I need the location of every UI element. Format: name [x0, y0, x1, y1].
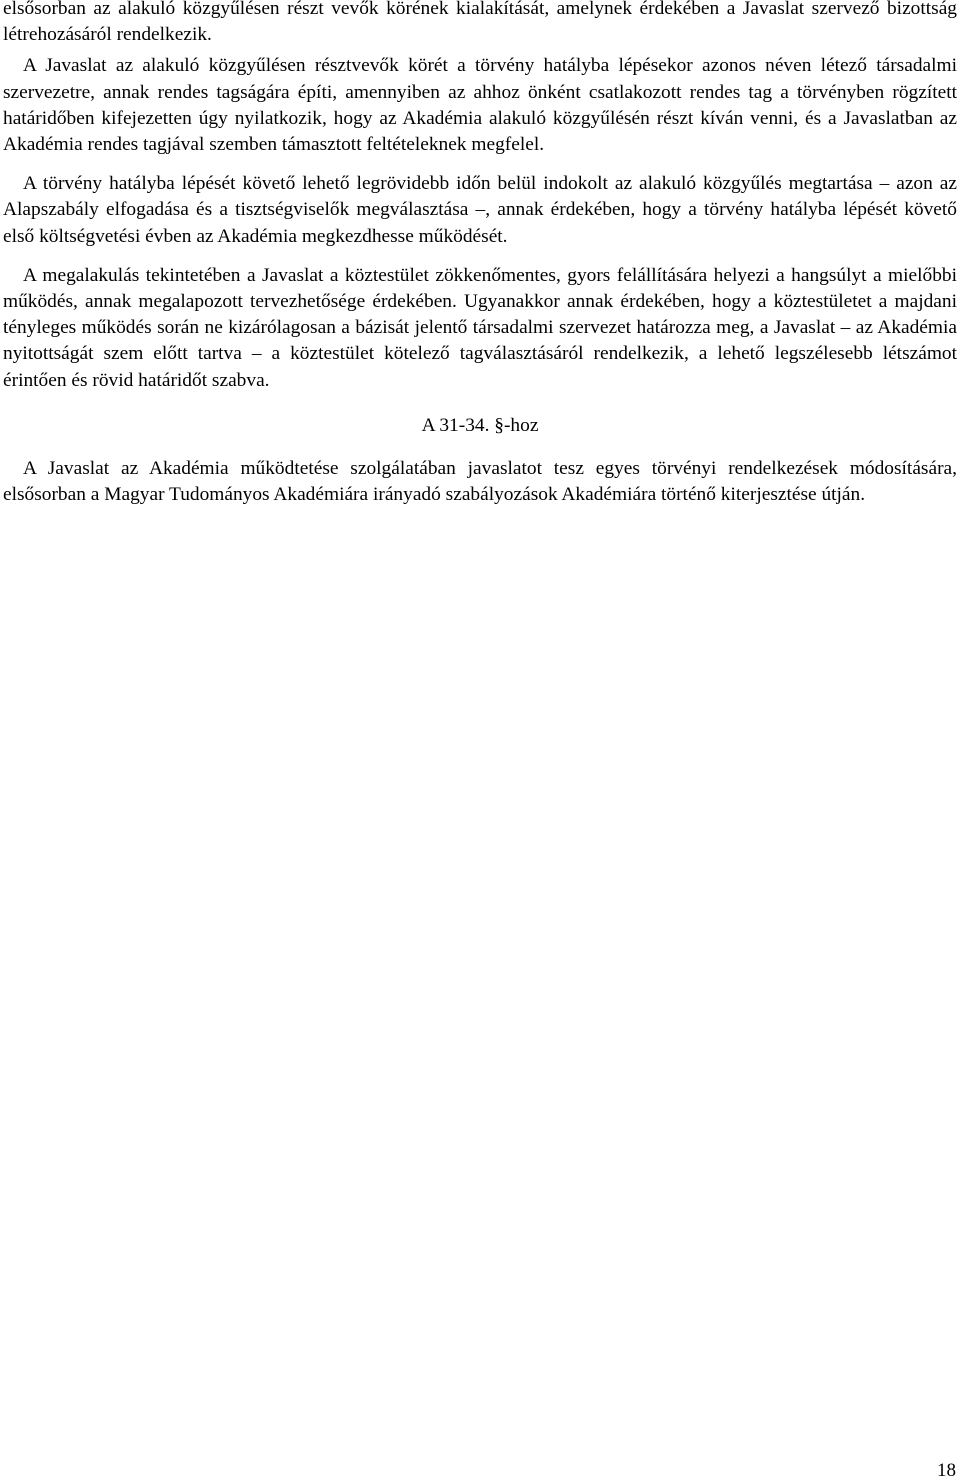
paragraph-participants: A Javaslat az alakuló közgyűlésen résztvevők körét a törvény hatályba lépésekor azonos néven létező társadalmi szervezetre, annak rendes tagságára építi, amennyiben az ahhoz önként csatlakozott rendes tag a törvényben rögzített határidőben kifejezetten úgy nyilatkozik, hogy az Akadémia alakuló közgyűlésén részt kíván venni, és a Javaslatban az Akadémia rendes tagjával szemben támasztott feltételeknek megfelel. — [3, 55, 957, 156]
paragraph-amendments: A Javaslat az Akadémia működtetése szolgálatában javaslatot tesz egyes törvényi rendelkezések módosítására, elsősorban a Magyar Tudományos Akadémiára irányadó szabályozások Akadémiára történő kiterjesztése útján. — [3, 458, 957, 506]
document-page — [3, 0, 957, 508]
page-number: 18 — [937, 1460, 956, 1481]
paragraph-establishment: A megalakulás tekintetében a Javaslat a köztestület zökkenőmentes, gyors felállítására helyezi a hangsúlyt a mielőbbi működés, annak megalapozott tervezhetősége érdekében. Ugyanakkor annak érdekében, hogy a köztestületet a majdani tényleges működés során ne kizárólagosan a bázisát jelentő társadalmi szervezet határozza meg, a Javaslat – az Akadémia nyitottságát szem előtt tartva – a köztestület kötelező tagválasztásáról rendelkezik, a lehető legszélesebb létszámot érintően és rövid határidőt szabva. — [3, 264, 957, 391]
section-heading: A 31-34. §-hoz — [421, 414, 539, 436]
paragraph-continuation: elsősorban az alakuló közgyűlésen részt vevők körének kialakítását, amelynek érdekében a Javaslat szervező bizottság létrehozásáról rendelkezik. — [3, 0, 957, 46]
paragraph-founding-meeting: A törvény hatályba lépését követő lehető legrövidebb időn belül indokolt az alakuló közgyűlés megtartása – azon az Alapszabály elfogadása és a tisztségviselők megválasztása –, annak érdekében, hogy a törvény hatályba lépését követő első költségvetési évben az Akadémia megkezdhesse működését. — [3, 173, 957, 247]
